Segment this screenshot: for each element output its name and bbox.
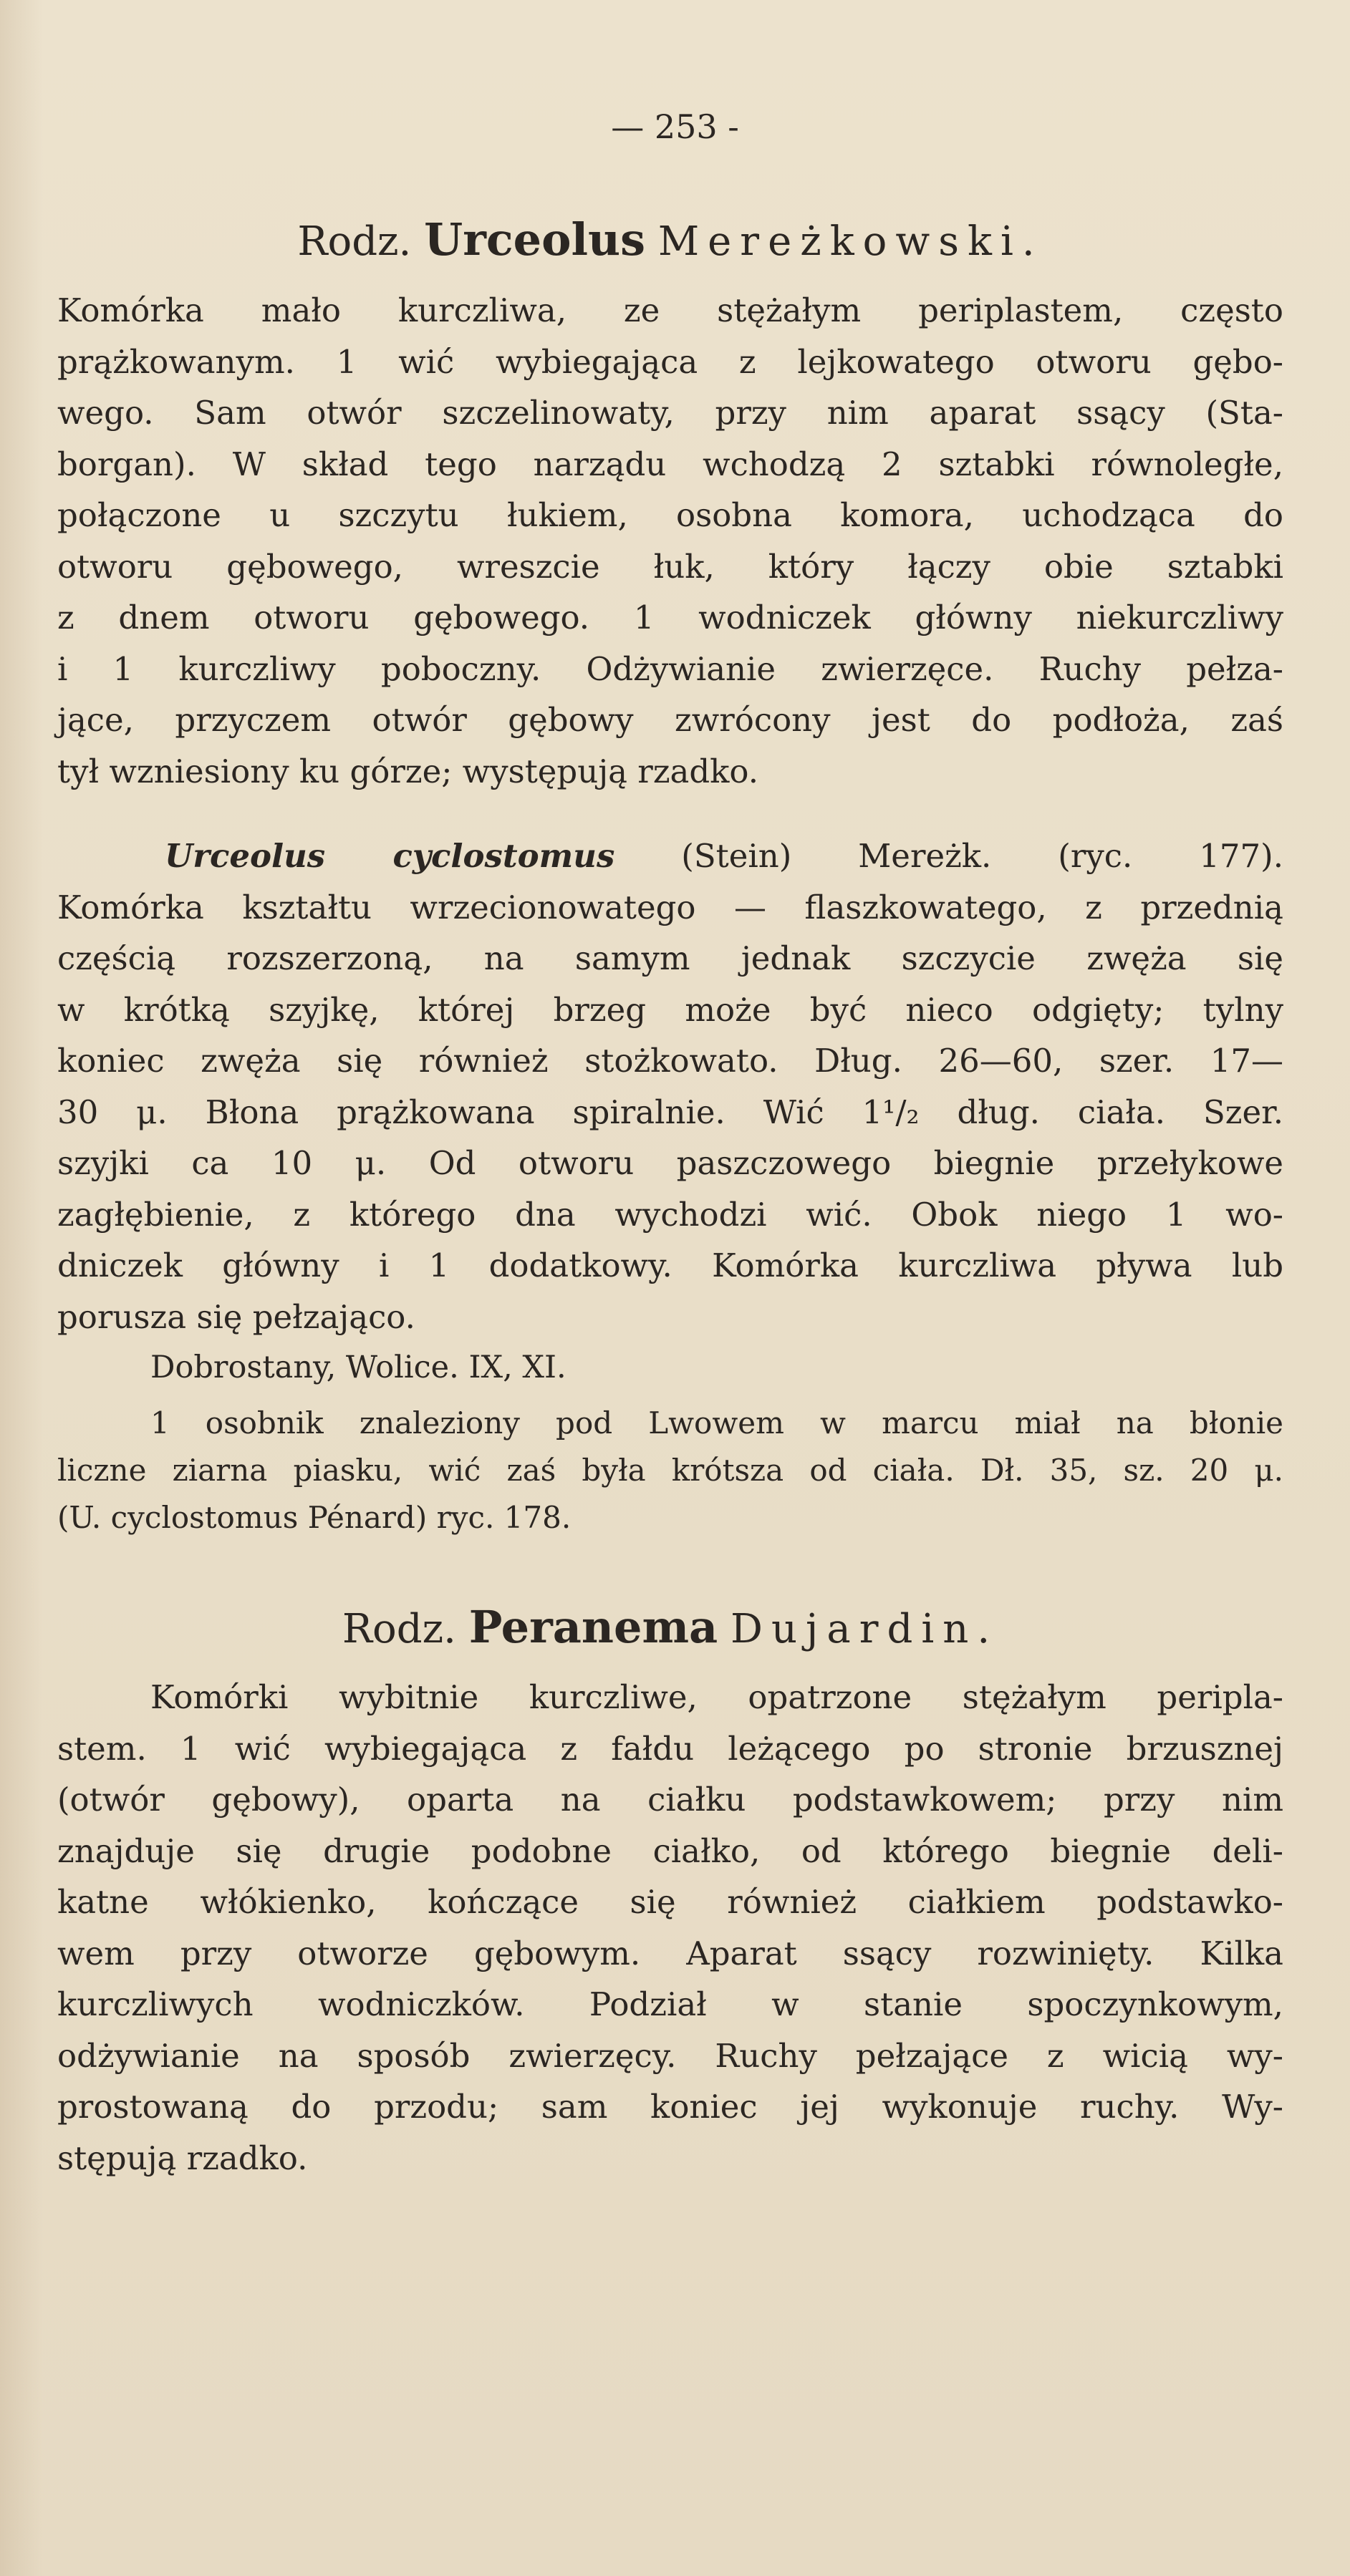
text-line: znajduje się drugie podobne ciałko, od którego biegnie deli- (57, 1831, 1283, 1870)
species-authority: (Stein) Mereżk. (ryc. 177). (681, 837, 1283, 875)
text-line: i 1 kurczliwy poboczny. Odżywianie zwierzęce. Ruchy pełza- (57, 649, 1283, 688)
heading-prefix: Rodz. (297, 218, 412, 265)
text-line: częścią rozszerzoną, na samym jednak szczycie zwęża się (57, 939, 1283, 977)
text-line: wego. Sam otwór szczelinowaty, przy nim aparat ssący (Sta- (57, 394, 1283, 432)
text-line: kurczliwych wodniczków. Podział w stanie spoczynkowym, (57, 1985, 1283, 2023)
text-line: Komórka kształtu wrzecionowatego — flaszkowatego, z przednią (57, 888, 1283, 926)
text-line: (otwór gębowy), oparta na ciałku podstawkowem; przy nim (57, 1781, 1283, 1819)
text-line: otworu gębowego, wreszcie łuk, który łączy obie sztabki (57, 547, 1283, 586)
text-line: prążkowanym. 1 wić wybiegająca z lejkowatego otworu gębo- (57, 342, 1283, 381)
note-line: liczne ziarna piasku, wić zaś była krótsza od ciała. Dł. 35, sz. 20 μ. (57, 1453, 1283, 1488)
text-line: z dnem otworu gębowego. 1 wodniczek główny niekurczliwy (57, 599, 1283, 636)
peranema-description (57, 1672, 1283, 2184)
text-line: 30 μ. Błona prążkowana spiralnie. Wić 1¹/₂ dług. ciała. Szer. (57, 1093, 1283, 1131)
species-name: Urceolus cyclostomus (165, 837, 615, 875)
text-line: Komórki wybitnie kurczliwe, opatrzone stężałym peripla- (150, 1678, 1283, 1716)
text-line: jące, przyczem otwór gębowy zwrócony jest do podłoża, zaś (57, 701, 1283, 739)
locality-line: Dobrostany, Wolice. IX, XI. (150, 1350, 566, 1385)
text-line: połączone u szczytu łukiem, osobna komora, uchodząca do (57, 496, 1283, 534)
species-entry-urceolus-cyclostomus (57, 831, 1283, 1394)
genus-author: Dujardin. (731, 1606, 999, 1652)
text-line: borgan). W skład tego narządu wchodzą 2 sztabki równoległe, (57, 445, 1283, 483)
urceolus-description (57, 285, 1283, 797)
text-line: w krótką szyjkę, której brzeg może być nieco odgięty; tylny (57, 990, 1283, 1029)
text-line: szyjki ca 10 μ. Od otworu paszczowego biegnie przełykowe (57, 1144, 1283, 1182)
genus-name: Peranema (468, 1601, 718, 1653)
species-title-line (57, 831, 1283, 882)
text-line: koniec zwęża się również stożkowato. Dług. 26—60, szer. 17— (57, 1042, 1283, 1080)
note-line: (U. cyclostomus Pénard) ryc. 178. (57, 1500, 572, 1535)
text-line: porusza się pełzająco. (57, 1297, 415, 1336)
text-line: zagłębienie, z którego dna wychodzi wić. Obok niego 1 wo- (57, 1195, 1283, 1234)
genus-heading-urceolus (57, 215, 1283, 267)
text-line: stem. 1 wić wybiegająca z fałdu leżącego po stronie brzusznej (57, 1729, 1283, 1768)
genus-heading-peranema (57, 1602, 1283, 1655)
text-line: prostowaną do przodu; sam koniec jej wykonuje ruchy. Wy- (57, 2088, 1283, 2126)
genus-author: Mereżkowski. (657, 218, 1043, 265)
text-line: odżywianie na sposób zwierzęcy. Ruchy pełzające z wicią wy- (57, 2036, 1283, 2075)
page-number: — 253 - (611, 107, 739, 146)
text-line: Komórka mało kurczliwa, ze stężałym periplastem, często (57, 291, 1283, 329)
text-line: katne włókienko, kończące się również ciałkiem podstawko- (57, 1883, 1283, 1921)
heading-prefix: Rodz. (342, 1606, 456, 1652)
text-line: dniczek główny i 1 dodatkowy. Komórka kurczliwa pływa lub (57, 1246, 1283, 1284)
species-note (57, 1400, 1283, 1541)
genus-name: Urceolus (424, 213, 645, 266)
text-line: tył wzniesiony ku górze; występują rzadko. (57, 752, 759, 790)
text-line: stępują rzadko. (57, 2139, 308, 2177)
note-line: 1 osobnik znaleziony pod Lwowem w marcu miał na błonie (150, 1405, 1283, 1440)
text-line: wem przy otworze gębowym. Aparat ssący rozwinięty. Kilka (57, 1934, 1283, 1972)
